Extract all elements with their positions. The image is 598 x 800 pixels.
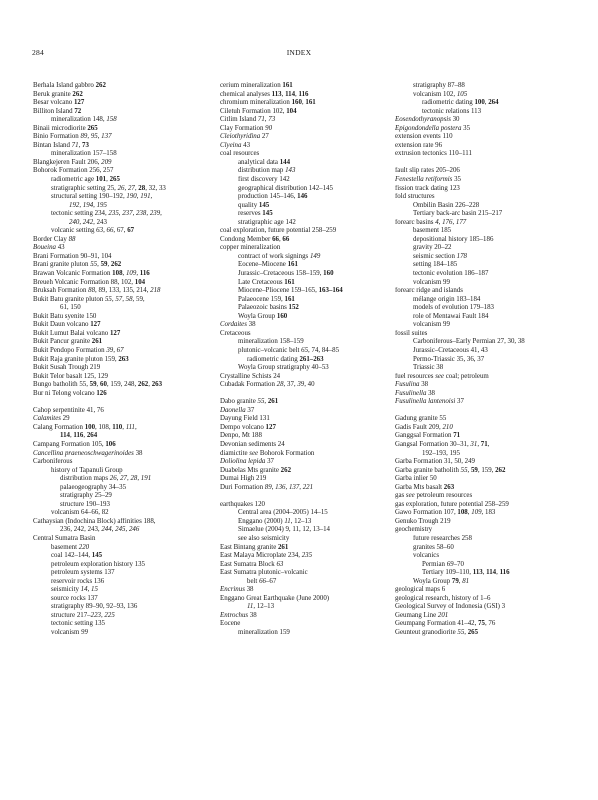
index-subentry: stratigraphic setting 25, 26, 27, 28, 32, 33	[51, 184, 166, 192]
index-subentry: contract of work signings 149	[238, 252, 321, 260]
index-subentry: basement 185	[413, 227, 452, 235]
index-entry: Fusulinella 38	[395, 389, 436, 397]
index-entry: Entrochus 38	[220, 611, 257, 619]
index-subentry: stratigraphic age 142	[238, 218, 296, 226]
index-subentry: distribution map 143	[238, 167, 296, 175]
index-entry: Geumpang Formation 41–42, 75, 76	[395, 620, 496, 628]
index-entry: Calang Formation 100, 108, 110, 111,	[33, 423, 137, 431]
index-subentry: volcanism 99	[413, 278, 450, 286]
index-subentry: tectonic relations 113	[422, 107, 482, 115]
index-subentry: future researches 258	[413, 534, 472, 542]
index-subentry: models of evolution 179–183	[413, 304, 494, 312]
index-entry: Cancellina praeneoschwagerinoides 38	[33, 449, 143, 457]
index-entry: Besar volcano 127	[33, 99, 85, 107]
index-entry: Bukit Lumut Balai volcano 127	[33, 329, 121, 337]
index-entry: Clay Formation 90	[220, 124, 273, 132]
index-entry: fuel resources see coal; petroleum	[395, 372, 489, 380]
index-subentry: Central area (2004–2005) 14–15	[238, 509, 328, 517]
index-entry: Fusulina 38	[395, 381, 429, 389]
index-entry: Geological Survey of Indonesia (GSI) 3	[395, 603, 506, 611]
index-entry: Genuko Trough 219	[395, 517, 451, 525]
index-subentry: structure 217–223, 225	[51, 611, 115, 619]
index-subentry: volcanic setting 63, 66, 67, 67	[51, 227, 135, 235]
index-entry: Citlim Island 71, 73	[220, 116, 276, 124]
index-entry: Cathaysian (Indochina Block) affinities 188,	[33, 517, 156, 525]
index-subentry: Carboniferous–Early Permian 27, 30, 38	[413, 338, 525, 346]
index-entry: Bruksah Formation 88, 89, 133, 135, 214, 218	[33, 287, 161, 295]
index-entry: Dayung Field 131	[220, 415, 270, 423]
index-entry: fission track dating 123	[395, 184, 460, 192]
index-entry: Bukit Batu syenite 150	[33, 312, 97, 320]
index-entry: Bukit Susah Trough 219	[33, 364, 101, 372]
index-entry: Breueh Volcanic Formation 88, 102, 104	[33, 278, 146, 286]
index-entry: Epigondondella postera 35	[395, 124, 471, 132]
index-entry: Bungo batholith 55, 59, 60, 159, 248, 262, 263	[33, 381, 163, 389]
index-entry: Eocene	[220, 620, 241, 628]
index-subentry: see also seismicity	[238, 534, 290, 542]
index-subentry: volcanism 102, 105	[413, 90, 468, 98]
index-subentry: tectonic setting 135	[51, 620, 105, 628]
index-entry: Cahop serpentinite 41, 76	[33, 406, 104, 414]
index-spacer	[220, 390, 396, 399]
index-entry: Garba Mts basalt 263	[395, 483, 455, 491]
index-entry: Gadung granite 55	[395, 415, 447, 423]
index-subentry: mineralization 148, 158	[51, 116, 117, 124]
index-entry: Central Sumatra Basin	[33, 534, 96, 542]
index-entry: Bukit Daun volcano 127	[33, 321, 101, 329]
index-subentry: setting 184–185	[413, 261, 458, 269]
page-number: 284	[32, 48, 44, 57]
index-entry: Bukit Telor basalt 125, 129	[33, 372, 108, 380]
index-entry: Gangsal Formation 30–31, 31, 71,	[395, 440, 490, 448]
index-subentry: geographical distribution 142–145	[238, 184, 333, 192]
index-entry: East Malaya Microplate 234, 235	[220, 552, 313, 560]
index-entry: Binaii microdiorite 265	[33, 124, 98, 132]
index-entry: Brani granite pluton 55, 59, 262	[33, 261, 122, 269]
index-entry: fault slip rates 205–206	[395, 167, 460, 175]
index-entry: Brani Formation 90–91, 104	[33, 252, 112, 260]
index-entry: East Sumatra plutonic–volcanic	[220, 569, 308, 577]
index-entry: forearc ridge and islands	[395, 287, 463, 295]
index-entry: diamictite see Bohorok Formation	[220, 449, 315, 457]
index-entry: Berhala Island gabbro 262	[33, 82, 106, 89]
index-subentry: coal 142–144, 145	[51, 552, 103, 560]
index-entry: Carboniferous	[33, 458, 73, 466]
index-entry: chromium mineralization 160, 161	[220, 99, 316, 107]
index-entry: gas see petroleum resources	[395, 492, 473, 500]
index-entry: geological research, history of 1–6	[395, 594, 491, 602]
index-subentry: production 145–146, 146	[238, 193, 308, 201]
index-entry: Geunteut granodiorite 55, 265	[395, 629, 479, 636]
index-entry: coal exploration, future potential 258–259	[220, 227, 337, 235]
index-entry: Ganggsal Formation 71	[395, 432, 461, 440]
index-subentry: Jurassic–Cretaceous 41, 43	[413, 346, 488, 354]
index-subentry: belt 66–67	[247, 577, 277, 585]
index-subentry: Woyla Group 160	[238, 312, 288, 320]
index-entry: Ciletuh Formation 102, 104	[220, 107, 297, 115]
index-subentry: Permo-Triassic 35, 36, 37	[413, 355, 485, 363]
index-subentry: Palaeocene 159, 161	[238, 295, 295, 303]
index-subentry: Triassic 38	[413, 364, 444, 372]
index-entry: Dempo volcano 127	[220, 423, 276, 431]
index-subentry: Late Cretaceous 161	[238, 278, 295, 286]
index-entry: geochemistry	[395, 526, 433, 534]
index-subentry: mineralization 159	[238, 629, 290, 636]
index-entry: Eosendothyranopsis 30	[395, 116, 460, 124]
index-subentry: distribution maps 26, 27, 28, 191	[60, 475, 152, 483]
index-subentry: granites 58–60	[413, 543, 454, 551]
index-entry: Crystalline Schists 24	[220, 372, 281, 380]
index-entry: coal resources	[220, 150, 260, 158]
index-subentry: Simaelue (2004) 9, 11, 12, 13–14	[238, 526, 330, 534]
index-entry: Denpo, Mt 188	[220, 432, 262, 440]
index-entry: East Bintang granite 261	[220, 543, 289, 551]
index-entry: Daonella 37	[220, 406, 255, 414]
index-entry: Blangkejeren Fault 206, 209	[33, 158, 112, 166]
index-subentry: quality 145	[238, 201, 270, 209]
index-subentry: mélange origin 183–184	[413, 295, 481, 303]
index-spacer	[220, 492, 396, 501]
index-entry: Duabelas Mts granite 262	[220, 466, 292, 474]
index-subentry: 11, 12–13	[247, 603, 275, 611]
index-entry: Doliolina lepida 37	[220, 458, 274, 466]
index-column-2	[220, 82, 396, 638]
index-entry: Gadis Fault 209, 210	[395, 423, 453, 431]
index-entry: geological maps 6	[395, 586, 446, 594]
index-entry: Gawo Formation 107, 108, 109, 183	[395, 509, 496, 517]
index-subentry: 240, 242, 243	[69, 218, 107, 226]
index-entry: Campang Formation 105, 106	[33, 440, 116, 448]
index-entry: Geumang Line 201	[395, 611, 449, 619]
index-entry: Garba granite batholith 55, 59, 159, 262	[395, 466, 506, 474]
index-entry: Boueina 43	[33, 244, 65, 252]
index-entry: gas exploration, future potential 258–259	[395, 500, 509, 508]
index-entry: Dumai High 219	[220, 475, 267, 483]
index-entry: Bohorok Formation 256, 257	[33, 167, 114, 175]
index-subentry: Enggano (2000) 11, 12–13	[238, 517, 312, 525]
index-subentry: volcanism 64–66, 82	[51, 509, 109, 517]
index-subentry: 192, 194, 195	[69, 201, 107, 209]
index-subentry: source rocks 137	[51, 594, 98, 602]
index-subentry: basement 220	[51, 543, 90, 551]
index-entry: Bukit Raja granite pluton 159, 263	[33, 355, 129, 363]
index-subentry: reserves 145	[238, 210, 273, 218]
index-entry: Duri Formation 89, 136, 137, 221	[220, 483, 314, 491]
index-entry: cerium mineralization 161	[220, 82, 293, 89]
index-entry: East Sumatra Block 63	[220, 560, 284, 568]
index-spacer	[33, 398, 209, 407]
index-subentry: radiometric age 101, 265	[51, 176, 120, 184]
index-entry: Border Clay 88	[33, 235, 76, 243]
index-subentry: stratigraphy 25–29	[60, 492, 112, 500]
index-subentry: volcanics	[413, 552, 440, 560]
index-entry: extrusion tectonics 110–111	[395, 150, 472, 158]
index-subentry: radiometric dating 100, 264	[422, 99, 499, 107]
index-subentry: stratigraphy 87–88	[413, 82, 465, 89]
index-entry: Bukit Pancur granite 261	[33, 338, 103, 346]
index-subentry: history of Tapanuli Group	[51, 466, 123, 474]
index-subentry: Jurassic–Cretaceous 158–159, 160	[238, 270, 334, 278]
index-subentry: role of Mentawai Fault 184	[413, 312, 489, 320]
index-spacer	[395, 159, 571, 168]
index-subentry: 61, 150	[60, 304, 81, 312]
index-subentry: seismic section 178	[413, 252, 467, 260]
index-entry: fold structures	[395, 193, 435, 201]
index-entry: Cleiothyridina 27	[220, 133, 269, 141]
index-subentry: depositional history 185–186	[413, 235, 494, 243]
index-subentry: seismicity 14, 15	[51, 586, 98, 594]
index-subentry: reservoir rocks 136	[51, 577, 105, 585]
index-subentry: Ombilin Basin 226–228	[413, 201, 480, 209]
index-subentry: Woyla Group stratigraphy 40–53	[238, 364, 329, 372]
index-subentry: 114, 116, 264	[60, 432, 98, 440]
index-subentry: radiometric dating 261–263	[247, 355, 324, 363]
index-entry: Enggano Great Earthquake (June 2000)	[220, 594, 330, 602]
index-entry: Bukit Batu granite pluton 55, 57, 58, 59,	[33, 295, 145, 303]
index-entry: Bur ni Telong volcano 126	[33, 389, 107, 397]
index-subentry: tectonic evolution 186–187	[413, 270, 489, 278]
index-subentry: palaeogeography 34–35	[60, 483, 127, 491]
index-entry: Binio Formation 89, 95, 137	[33, 133, 112, 141]
index-entry: forearc basins 4, 176, 177	[395, 218, 467, 226]
index-entry: Cretaceous	[220, 329, 251, 337]
index-subentry: Eocene–Miocene 161	[238, 261, 298, 269]
index-spacer	[395, 407, 571, 416]
index-entry: Cordaites 38	[220, 321, 256, 329]
index-subentry: structural setting 190–192, 190, 191,	[51, 193, 153, 201]
index-entry: Condong Member 66, 66	[220, 235, 290, 243]
page-header	[32, 48, 566, 62]
index-subentry: petroleum exploration history 135	[51, 560, 145, 568]
index-entry: Dabo granite 55, 261	[220, 398, 279, 406]
index-entry: Brawan Volcanic Formation 108, 109, 116	[33, 270, 150, 278]
index-entry: Clyeina 43	[220, 141, 251, 149]
index-subentry: Permian 69–70	[422, 560, 464, 568]
index-subentry: analytical data 144	[238, 158, 291, 166]
index-entry: Devonian sediments 24	[220, 440, 285, 448]
index-entry: extension rate 96	[395, 141, 443, 149]
index-subentry: Miocene–Pliocene 159–165, 163–164	[238, 287, 343, 295]
index-column-3	[395, 82, 571, 638]
index-subentry: Palaeozoic basins 152	[238, 304, 299, 312]
index-subentry: first discovery 142	[238, 176, 290, 184]
index-subentry: Tertiary back-arc basin 215–217	[413, 210, 503, 218]
index-entry: Cubadak Formation 28, 37, 39, 40	[220, 381, 315, 389]
index-subentry: plutonic–volcanic belt 65, 74, 84–85	[238, 346, 340, 354]
index-entry: Fusulinella lantenoisi 37	[395, 398, 464, 406]
index-subentry: gravity 20–22	[413, 244, 452, 252]
index-subentry: mineralization 157–158	[51, 150, 117, 158]
index-entry: Bintan Island 71, 73	[33, 141, 89, 149]
index-subentry: volcanism 99	[51, 629, 88, 636]
index-entry: Billiton Island 72	[33, 107, 82, 115]
index-entry: chemical analyses 113, 114, 116	[220, 90, 309, 98]
index-subentry: petroleum systems 137	[51, 569, 115, 577]
index-entry: Garba inlier 50	[395, 475, 437, 483]
index-entry: Bukit Pendopo Formation 39, 67	[33, 346, 124, 354]
index-entry: Garba Formation 31, 50, 249	[395, 458, 475, 466]
index-entry: Beruk granite 262	[33, 90, 83, 98]
index-subentry: volcanism 99	[413, 321, 450, 329]
index-column-1	[33, 82, 209, 638]
index-entry: extension events 110	[395, 133, 453, 141]
index-entry: Fenestella retiformis 35	[395, 176, 461, 184]
index-entry: earthquakes 120	[220, 500, 265, 508]
index-subentry: 192–193, 195	[422, 449, 460, 457]
index-subentry: Woyla Group 79, 81	[413, 577, 470, 585]
index-subentry: mineralization 158–159	[238, 338, 304, 346]
index-subentry: stratigraphy 89–90, 92–93, 136	[51, 603, 138, 611]
index-subentry: Tertiary 109–110, 113, 114, 116	[422, 569, 510, 577]
running-head: INDEX	[286, 48, 312, 57]
index-subentry: tectonic setting 234, 235, 237, 238, 239,	[51, 210, 162, 218]
index-subentry: 236, 242, 243, 244, 245, 246	[60, 526, 140, 534]
index-entry: copper mineralization	[220, 244, 281, 252]
index-columns	[33, 82, 573, 782]
index-entry: Calamites 29	[33, 415, 70, 423]
index-subentry: structure 190–193	[60, 500, 110, 508]
index-entry: fossil suites	[395, 329, 428, 337]
index-entry: Encrinus 38	[220, 586, 254, 594]
